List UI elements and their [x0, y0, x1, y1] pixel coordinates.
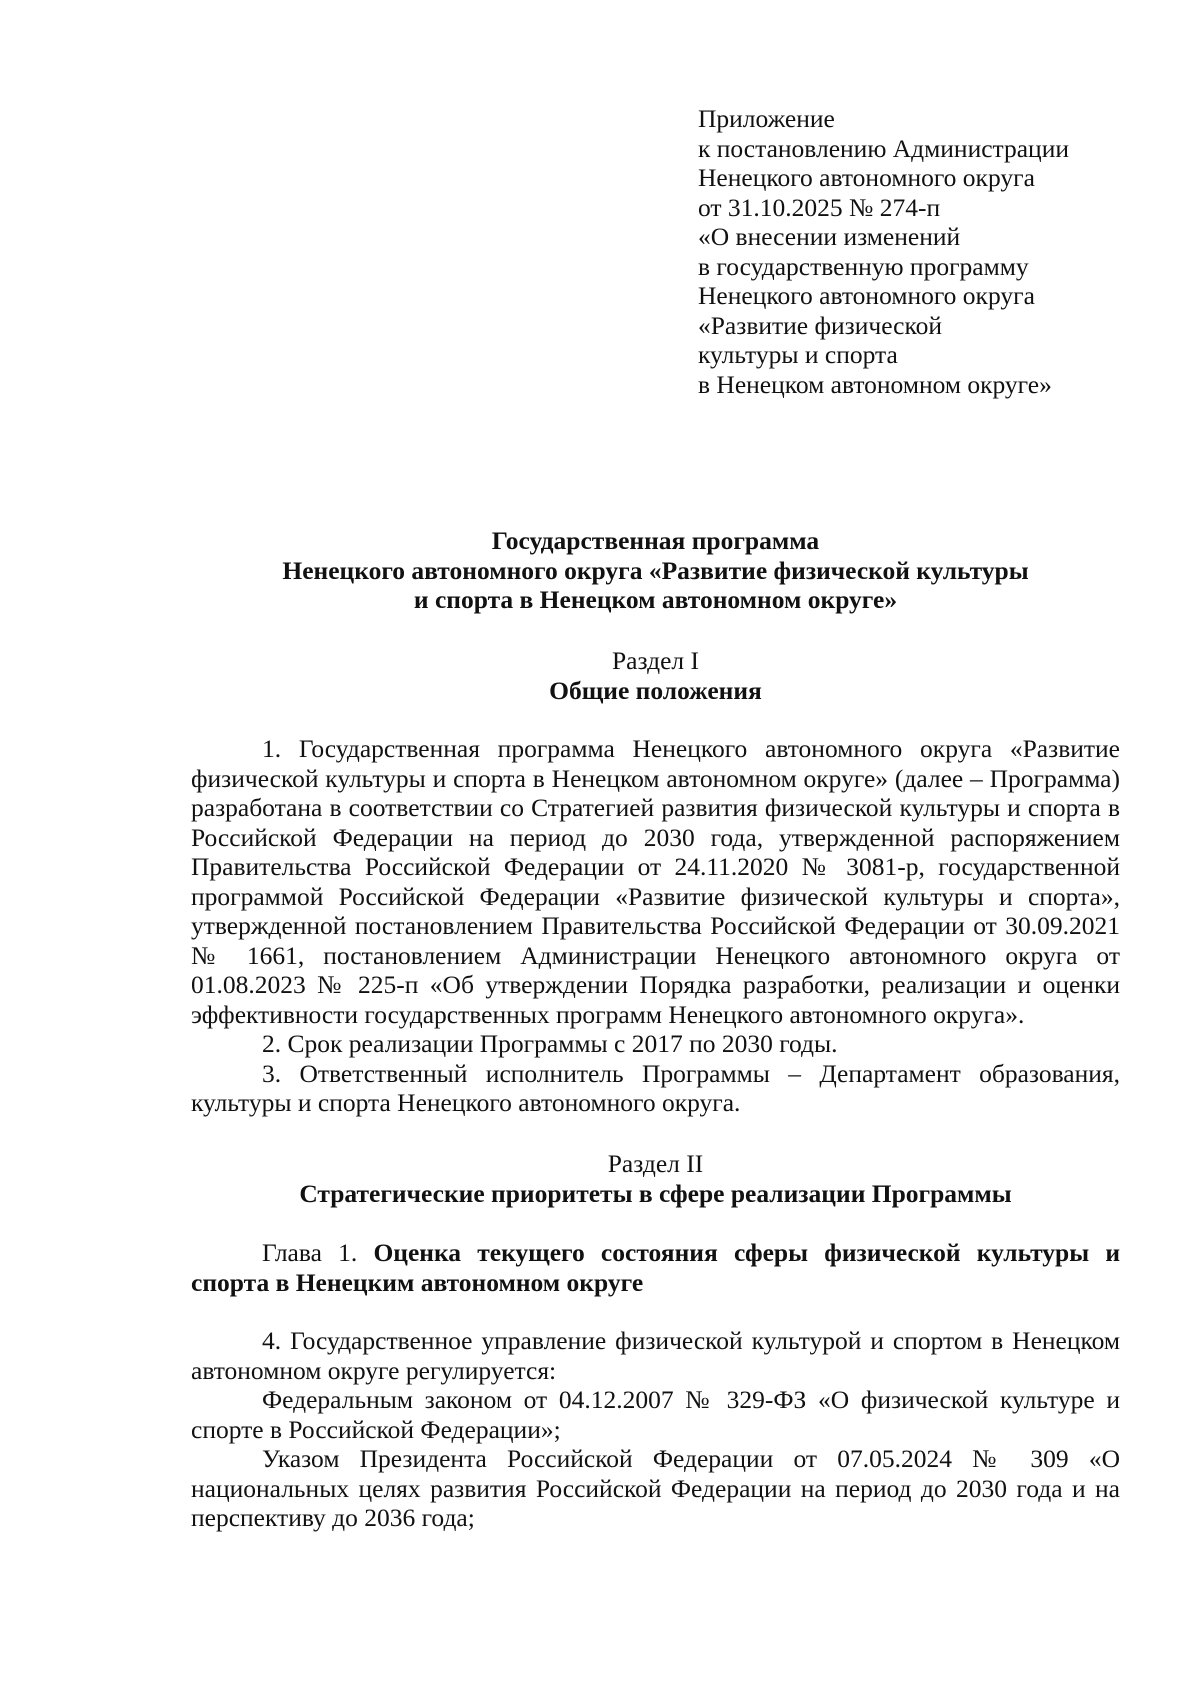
appendix-line: к постановлению Администрации	[698, 133, 1069, 163]
appendix-line: «Развитие физической	[698, 310, 942, 340]
appendix-line: Ненецкого автономного округа	[698, 163, 1035, 192]
chapter-label: Глава 1.	[262, 1238, 358, 1267]
appendix-line: в государственную программу	[698, 251, 1029, 281]
title-line: Ненецкого автономного округа «Развитие физической культуры	[282, 555, 1029, 585]
section1-label: Раздел I	[612, 646, 699, 675]
section2-header	[191, 1149, 1120, 1208]
program-title	[191, 526, 1120, 615]
section2-heading: Стратегические приоритеты в сфере реализации Программы	[299, 1178, 1012, 1208]
appendix-line: в Ненецком автономном округе»	[698, 369, 1052, 399]
paragraph-1: 1. Государственная программа Ненецкого автономного округа «Развитие физической культуры и спорта в Ненецком автономном округе» (далее – Программа) разработана в соответствии со Стратегией развития физической культуры и спорта в Российской Федерации на период до 2030 года, утвержденной распоряжением Правительства Российской Федерации от 24.11.2020 № 3081-р, государственной программой Российской Федерации «Развитие физической культуры и спорта», утвержденной постановлением Правительства Российской Федерации от 30.09.2021 № 1661, постановлением Администрации Ненецкого автономного округа от 01.08.2023 № 225-п «Об утверждении Порядка разработки, реализации и оценки эффективности государственных программ Ненецкого автономного округа».	[191, 734, 1120, 1029]
paragraph-3: 3. Ответственный исполнитель Программы – Департамент образования, культуры и спорта Ненецкого автономного округа.	[191, 1058, 1120, 1117]
section1-heading: Общие положения	[549, 675, 762, 705]
paragraph-2: 2. Срок реализации Программы с 2017 по 2030 годы.	[262, 1029, 838, 1058]
title-line: и спорта в Ненецком автономном округе»	[413, 585, 898, 614]
paragraph-4: 4. Государственное управление физической культурой и спортом в Ненецком автономном округе регулируется:	[191, 1326, 1120, 1385]
section2-label: Раздел II	[607, 1149, 704, 1178]
appendix-line: культуры и спорта	[698, 340, 898, 369]
title-line: Государственная программа	[491, 526, 820, 555]
paragraph-decree: Указом Президента Российской Федерации от 07.05.2024 № 309 «О национальных целях развития Российской Федерации на период до 2030 года и на перспективу до 2036 года;	[191, 1444, 1120, 1532]
section1-body	[191, 734, 1120, 1118]
paragraph-law: Федеральным законом от 04.12.2007 № 329-ФЗ «О физической культуре и спорте в Российской Федерации»;	[191, 1385, 1120, 1444]
section1-header	[191, 646, 1120, 705]
appendix-line: «О внесении изменений	[698, 222, 961, 251]
section2-body	[191, 1326, 1120, 1533]
chapter-heading	[191, 1238, 1120, 1297]
appendix-block	[698, 104, 1168, 399]
chapter-1-header	[191, 1238, 1120, 1297]
appendix-line: Приложение	[698, 104, 835, 133]
appendix-line: от 31.10.2025 № 274-п	[698, 192, 941, 222]
appendix-line: Ненецкого автономного округа	[698, 281, 1035, 310]
chapter-title: Оценка текущего состояния сферы физической культуры и спорта в Ненецким автономном округе	[191, 1238, 1121, 1297]
